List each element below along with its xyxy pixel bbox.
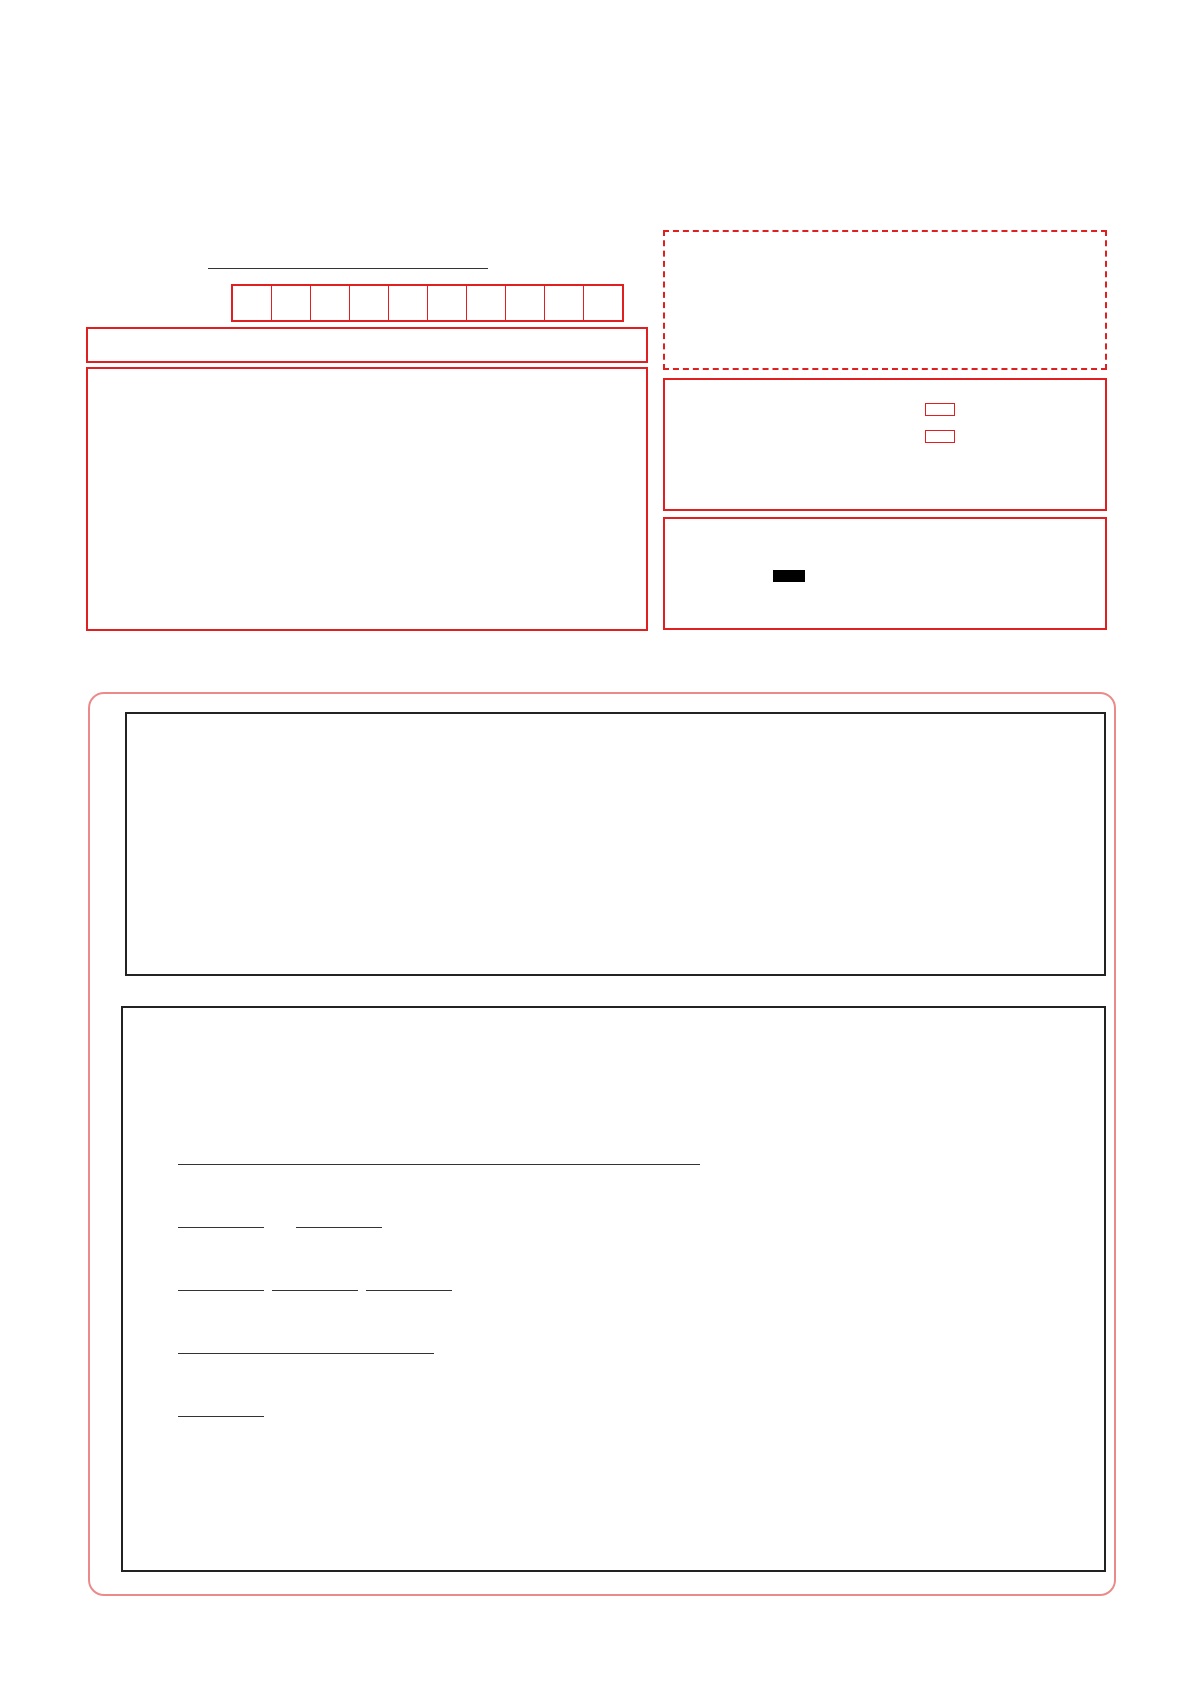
answer-blank[interactable] bbox=[296, 1209, 382, 1228]
q16-part-2 bbox=[178, 1209, 382, 1233]
notice-item bbox=[96, 445, 638, 480]
id-cell[interactable] bbox=[467, 286, 506, 320]
answer-blank[interactable] bbox=[178, 1209, 264, 1228]
id-cell[interactable] bbox=[506, 286, 545, 320]
id-cell[interactable] bbox=[272, 286, 311, 320]
id-cell[interactable] bbox=[545, 286, 584, 320]
multiple-choice-section bbox=[125, 712, 1106, 976]
q16-part-5 bbox=[178, 1398, 264, 1422]
q16-part-3 bbox=[178, 1272, 452, 1296]
id-cell[interactable] bbox=[350, 286, 389, 320]
proctor-fill-box bbox=[663, 378, 1107, 511]
answer-blank[interactable] bbox=[178, 1146, 700, 1165]
name-field[interactable] bbox=[208, 268, 488, 269]
notice-item bbox=[96, 375, 638, 410]
absent-mark-box[interactable] bbox=[925, 399, 955, 418]
correct-fill-mark bbox=[773, 570, 805, 582]
violation-mark-box[interactable] bbox=[925, 426, 955, 445]
id-cell[interactable] bbox=[584, 286, 622, 320]
top-timing-marks bbox=[75, 58, 1135, 78]
fill-sample-box bbox=[663, 517, 1107, 630]
notice-item bbox=[96, 480, 638, 515]
barcode-area bbox=[663, 230, 1107, 370]
q16-part-4 bbox=[178, 1335, 434, 1359]
answer-blank[interactable] bbox=[178, 1335, 434, 1354]
id-cell[interactable] bbox=[233, 286, 272, 320]
answer-blank[interactable] bbox=[178, 1398, 264, 1417]
answer-blank[interactable] bbox=[272, 1272, 358, 1291]
notice-title bbox=[86, 327, 648, 363]
id-cell[interactable] bbox=[389, 286, 428, 320]
left-timing-marks bbox=[55, 0, 79, 1696]
id-cell[interactable] bbox=[428, 286, 467, 320]
answer-blank[interactable] bbox=[178, 1272, 264, 1291]
id-cell[interactable] bbox=[311, 286, 350, 320]
notice-list bbox=[86, 367, 648, 631]
answer-blank[interactable] bbox=[366, 1272, 452, 1291]
notice-item bbox=[96, 410, 638, 445]
exam-id-boxes[interactable] bbox=[231, 284, 624, 322]
q16-part-1 bbox=[178, 1146, 700, 1170]
